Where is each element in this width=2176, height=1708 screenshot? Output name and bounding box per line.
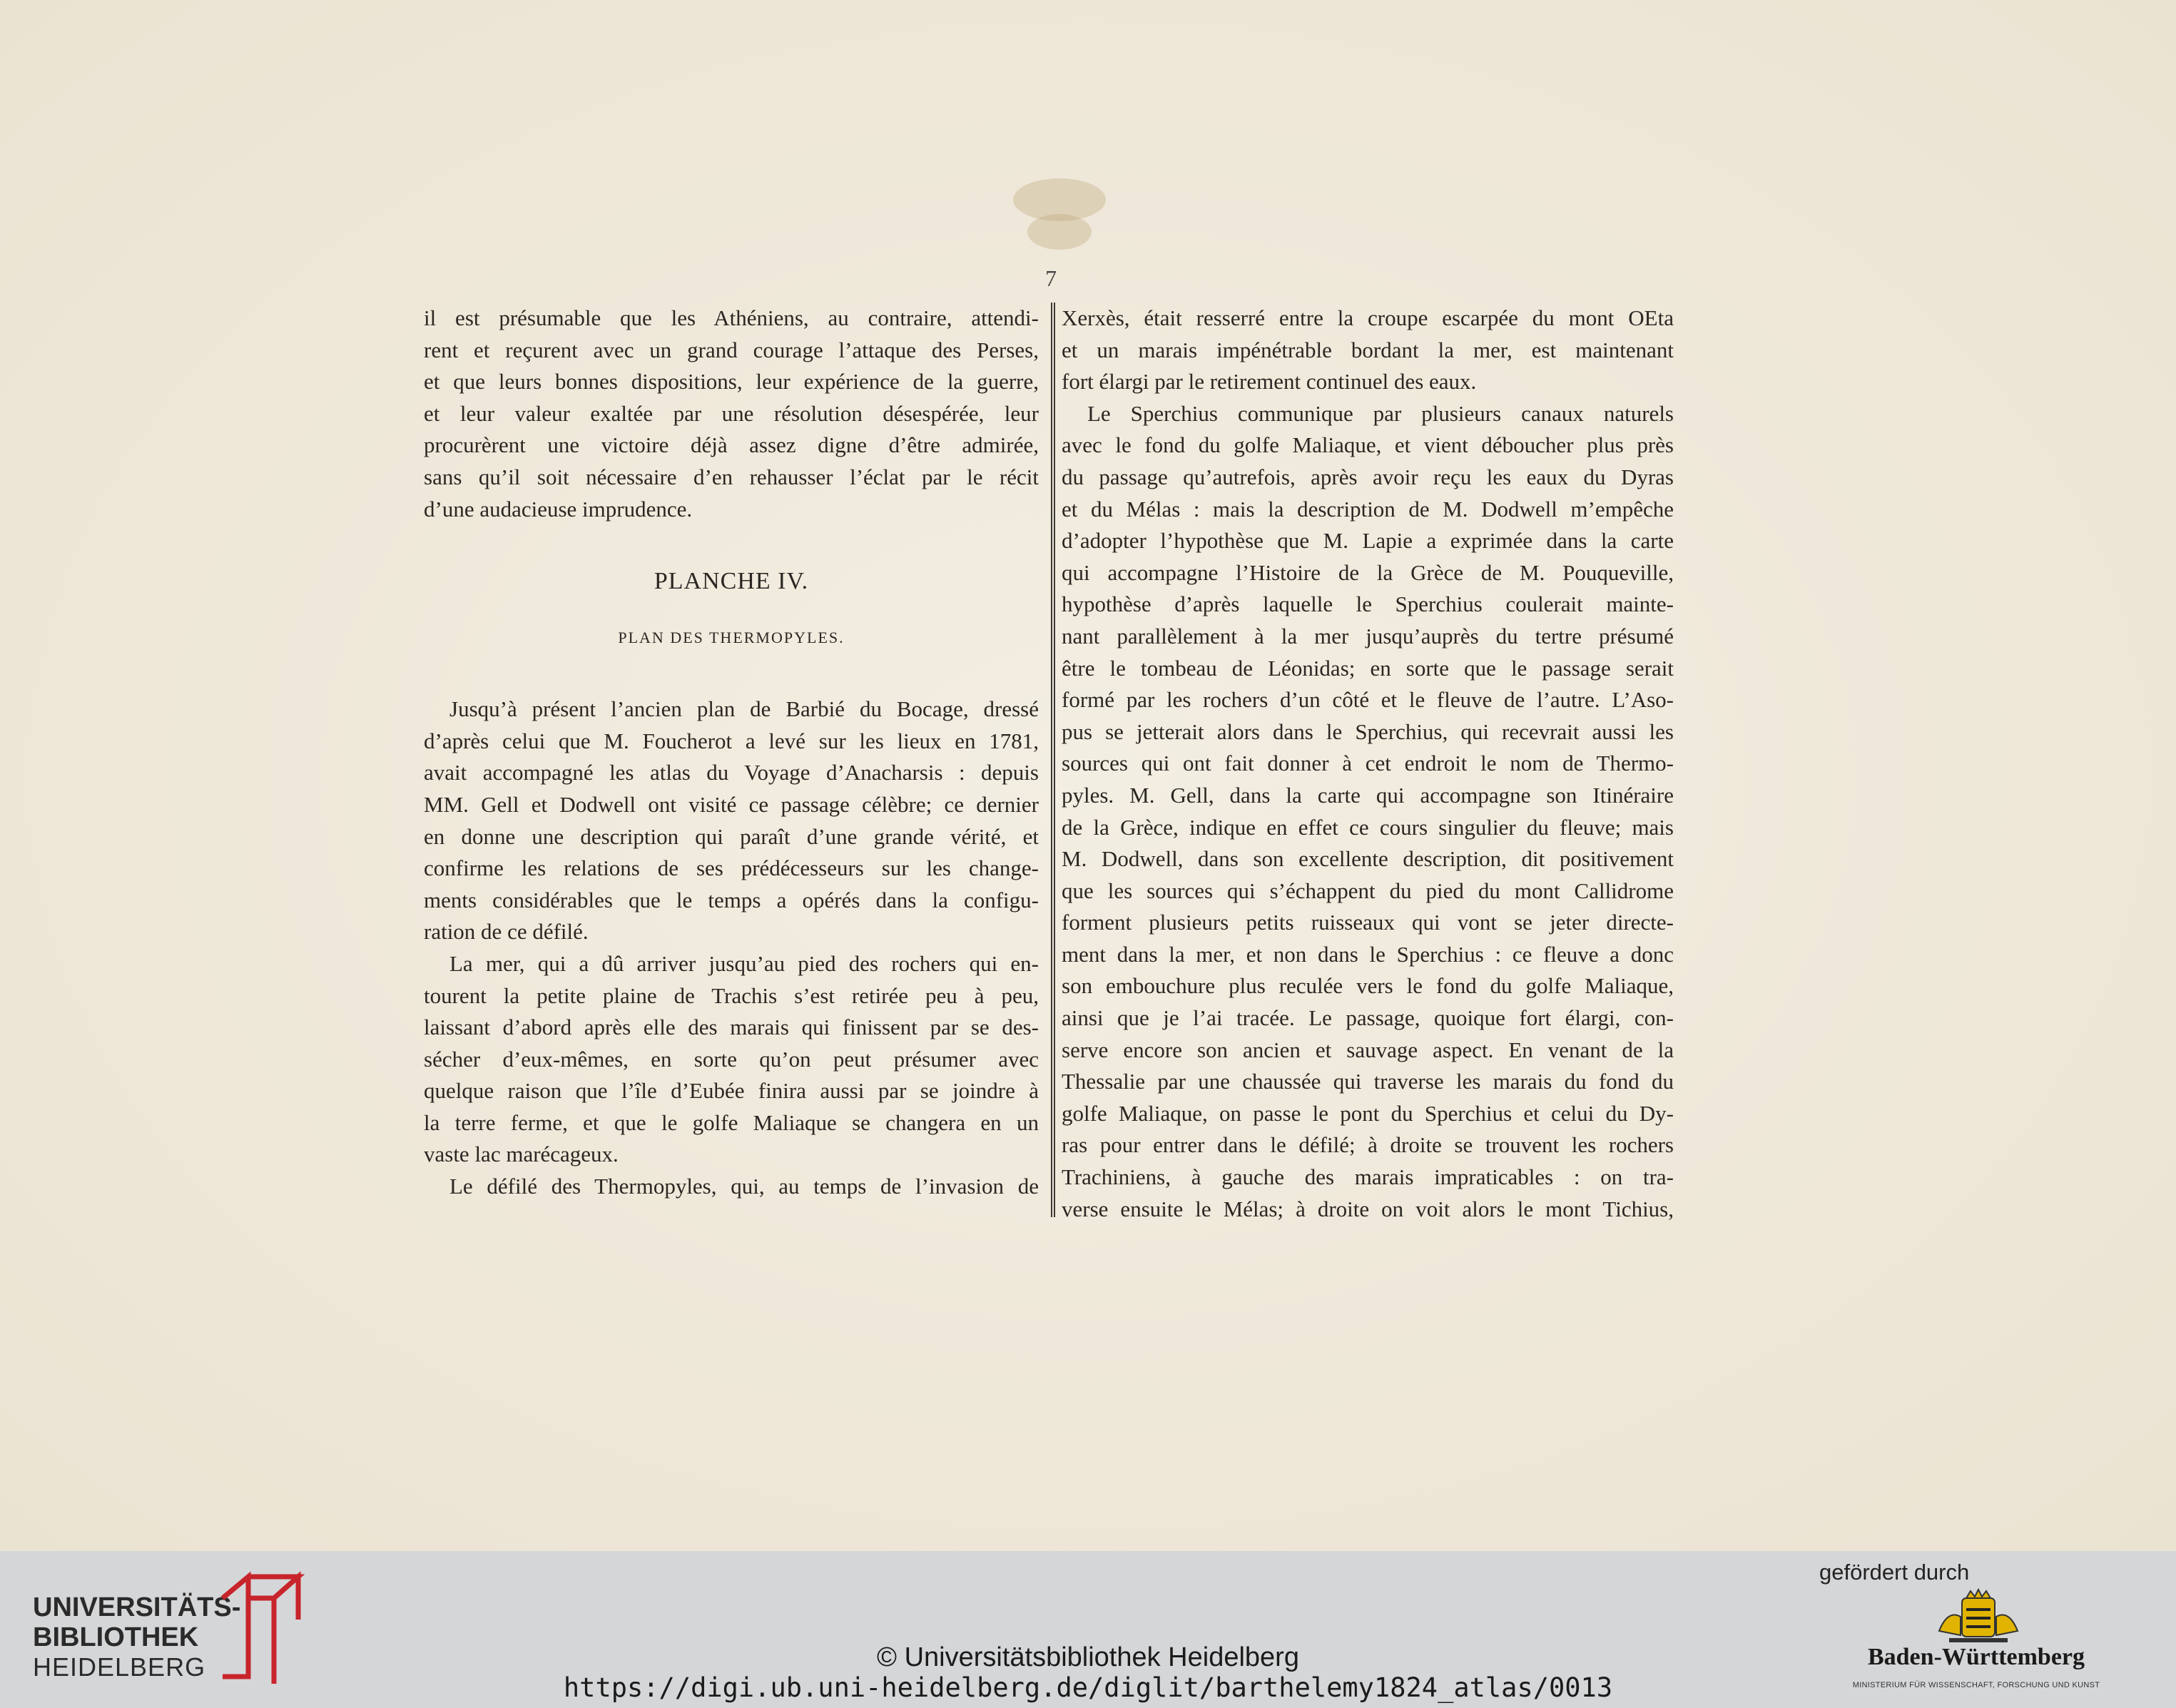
paragraph xyxy=(424,303,1039,525)
text-line: d’adopter l’hypothèse que M. Lapie a exprimée dans la carte xyxy=(1062,528,1674,554)
funder-ministry: MINISTERIUM FÜR WISSENSCHAFT, FORSCHUNG UND KUNST xyxy=(1852,1681,2100,1689)
text-line: ras pour entrer dans le défilé; à droite se trouvent les rochers xyxy=(1062,1132,1674,1158)
spacer xyxy=(424,652,1039,693)
text-line: Le défilé des Thermopyles, qui, au temps de l’invasion de xyxy=(449,1174,1039,1199)
text-line: son embouchure plus reculée vers le fond du golfe Maliaque, xyxy=(1062,973,1674,999)
text-line: tourent la petite plaine de Trachis s’est retirée peu à peu, xyxy=(424,982,1039,1008)
text-line: golfe Maliaque, on passe le pont du Sperchius et celui du Dy- xyxy=(1062,1100,1674,1126)
text-line: fort élargi par le retirement continuel des eaux. xyxy=(1062,369,1477,395)
column-divider xyxy=(1051,303,1055,1217)
logo-line: HEIDELBERG xyxy=(33,1652,206,1682)
copyright-notice: © Universitätsbibliothek Heidelberg xyxy=(877,1642,1299,1672)
funder-name: Baden-Württemberg xyxy=(1867,1644,2085,1670)
text-line: d’après celui que M. Foucherot a levé sur les lieux en 1781, xyxy=(424,728,1039,753)
library-mark-icon xyxy=(220,1570,305,1688)
text-line: ration de ce défilé. xyxy=(424,919,589,945)
text-line: forment plusieurs petits ruisseaux qui vont se jeter directe- xyxy=(1062,910,1674,935)
text-line: ments considérables que le temps a opérés dans la configu- xyxy=(424,887,1039,913)
text-line: pus se jetterait alors dans le Sperchius, qui recevrait aussi les xyxy=(1062,718,1674,744)
text-line: vaste lac marécageux. xyxy=(424,1142,619,1167)
text-line: avec le fond du golfe Maliaque, et vient déboucher plus près xyxy=(1062,432,1674,458)
text-line: en donne une description qui paraît d’une grande vérité, et xyxy=(424,823,1039,849)
text-line: avait accompagné les atlas du Voyage d’Anacharsis : depuis xyxy=(424,760,1039,786)
text-line: être le tombeau de Léonidas; en sorte que le passage serait xyxy=(1062,655,1674,681)
text-line: MM. Gell et Dodwell ont visité ce passage célèbre; ce dernier xyxy=(424,791,1039,817)
text-line: il est présumable que les Athéniens, au contraire, attendi- xyxy=(424,305,1039,330)
text-line: Thessalie par une chaussée qui traverse les marais du fond du xyxy=(1062,1069,1674,1094)
text-line: nant parallèlement à la mer jusqu’auprès du tertre présumé xyxy=(1062,623,1674,649)
text-line: que les sources qui s’échappent du pied du mont Callidrome xyxy=(1062,878,1674,903)
text-line: ment dans la mer, et non dans le Sperchius : ce fleuve a donc xyxy=(1062,941,1674,967)
paragraph xyxy=(1062,303,1674,398)
paragraph xyxy=(424,1171,1039,1203)
text-line: M. Dodwell, dans son excellente description, dit positivement xyxy=(1062,846,1674,872)
funded-by-label: gefördert durch xyxy=(1819,1560,1970,1585)
text-line: qui accompagne l’Histoire de la Grèce de M. Pouqueville, xyxy=(1062,559,1674,585)
university-library-logo[interactable] xyxy=(33,1592,240,1682)
text-line: sécher d’eux-mêmes, en sorte qu’on peut présumer avec xyxy=(424,1046,1039,1072)
text-line: Jusqu’à présent l’ancien plan de Barbié du Bocage, dressé xyxy=(449,696,1039,722)
text-line: Le Sperchius communique par plusieurs canaux naturels xyxy=(1087,400,1674,426)
plate-subheading: PLAN DES THERMOPYLES. xyxy=(618,629,845,647)
text-line: de la Grèce, indique en effet ce cours singulier du fleuve; mais xyxy=(1062,814,1674,840)
text-line: procurèrent une victoire déjà assez digne d’être admirée, xyxy=(424,432,1039,458)
text-line: et un marais impénétrable bordant la mer, est maintenant xyxy=(1062,337,1674,362)
text-line: du passage qu’autrefois, après avoir reçu les eaux du Dyras xyxy=(1062,464,1674,489)
text-line: verse ensuite le Mélas; à droite on voit alors le mont Tichius, xyxy=(1062,1196,1674,1221)
plate-heading: PLANCHE IV. xyxy=(654,568,809,595)
text-line: Trachiniens, à gauche des marais impraticables : on tra- xyxy=(1062,1164,1674,1190)
text-line: confirme les relations de ses prédécesseurs sur les change- xyxy=(424,855,1039,881)
permalink-url[interactable]: https://digi.ub.uni-heidelberg.de/diglit/barthelemy1824_atlas/0013 xyxy=(563,1672,1613,1703)
text-line: pyles. M. Gell, dans la carte qui accompagne son Itinéraire xyxy=(1062,782,1674,808)
text-line: et leur valeur exaltée par une résolution désespérée, leur xyxy=(424,400,1039,426)
logo-line: UNIVERSITÄTS- xyxy=(33,1592,241,1622)
text-line: rent et reçurent avec un grand courage l’attaque des Perses, xyxy=(424,337,1039,362)
text-line: ainsi que je l’ai tracée. Le passage, quoique fort élargi, con- xyxy=(1062,1005,1674,1031)
text-line: laissant d’abord après elle des marais qui finissent par se des- xyxy=(424,1015,1039,1040)
right-column xyxy=(1062,303,1674,1225)
text-line: et que leurs bonnes dispositions, leur expérience de la guerre, xyxy=(424,369,1039,395)
paragraph xyxy=(1062,398,1674,1225)
text-line: sources qui ont fait donner à cet endroit le nom de Thermo- xyxy=(1062,751,1674,776)
left-column xyxy=(424,303,1039,1203)
coat-of-arms-icon[interactable] xyxy=(1935,1588,2022,1645)
paragraph xyxy=(424,948,1039,1171)
text-line: et du Mélas : mais la description de M. Dodwell m’empêche xyxy=(1062,496,1674,522)
text-line: La mer, qui a dû arriver jusqu’au pied des rochers qui en- xyxy=(449,950,1039,976)
text-line: serve encore son ancien et sauvage aspect. En venant de la xyxy=(1062,1037,1674,1062)
text-line: sans qu’il soit nécessaire d’en rehausser l’éclat par le récit xyxy=(424,464,1039,489)
text-line: quelque raison que l’île d’Eubée finira aussi par se joindre à xyxy=(424,1078,1039,1104)
logo-line: BIBLIOTHEK xyxy=(33,1622,199,1652)
text-line: hypothèse d’après laquelle le Sperchius coulerait mainte- xyxy=(1062,591,1674,617)
page-number: 7 xyxy=(1045,265,1057,291)
text-line: la terre ferme, et que le golfe Maliaque se changera en un xyxy=(424,1109,1039,1135)
text-line: formé par les rochers d’un côté et le fleuve de l’autre. L’Aso- xyxy=(1062,687,1674,713)
text-line: d’une audacieuse imprudence. xyxy=(424,496,693,522)
paper-stain xyxy=(1027,214,1092,250)
text-line: Xerxès, était resserré entre la croupe escarpée du mont OEta xyxy=(1062,305,1674,330)
paragraph xyxy=(424,693,1039,948)
